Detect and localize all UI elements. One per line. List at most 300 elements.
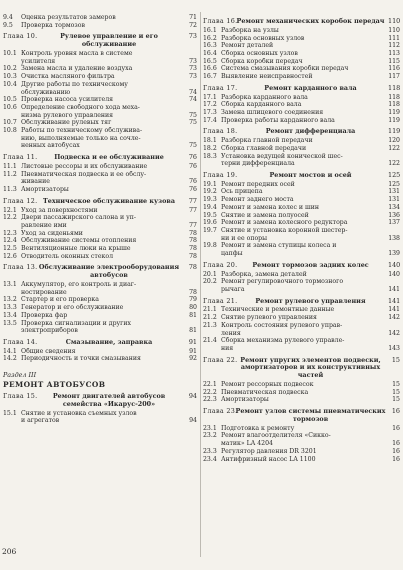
toc-entry xyxy=(203,440,401,448)
toc-entry-number: 13.2 xyxy=(3,296,17,304)
toc-entry-page: 76 xyxy=(189,186,197,194)
toc-entry-page: 94 xyxy=(189,417,197,425)
toc-entry-title: Подготовка к ремонту xyxy=(221,424,295,432)
chapter-title: Техническое обслуживание кузова xyxy=(43,196,175,205)
toc-entry-title: Амортизаторы xyxy=(21,186,69,194)
toc-entry-title: Сборка механизма рулевого управле- xyxy=(221,337,345,345)
toc-entry-title: Сборка основных узлов xyxy=(221,49,298,57)
toc-entry-title: Сборка карданного вала xyxy=(221,101,302,109)
chapter-label: Глава 18. xyxy=(203,127,238,136)
toc-entry xyxy=(3,327,198,335)
toc-entry-title: терни дифференциала xyxy=(221,160,295,168)
toc-entry xyxy=(3,96,198,104)
toc-entry xyxy=(3,135,198,143)
toc-entry-number: 18.3 xyxy=(203,152,217,160)
page-number: 206 xyxy=(2,547,17,556)
toc-entry-title: Уход за сиденьями xyxy=(21,229,83,237)
toc-entry-page: 73 xyxy=(189,57,197,65)
toc-entry xyxy=(203,227,401,235)
toc-entry-title: обслуживанию xyxy=(21,88,71,96)
toc-entry-page: 111 xyxy=(388,34,400,42)
chapter-title: Ремонт двигателей автобусов семейства «Икарус-200» xyxy=(52,392,166,408)
chapter-title: Обслуживание электрооборудования автобусов xyxy=(38,263,180,280)
toc-entry xyxy=(3,281,198,289)
chapter-title: Смазывание, заправка xyxy=(65,337,153,346)
toc-entry xyxy=(3,304,198,312)
toc-entry-page: 15 xyxy=(392,396,400,404)
toc-entry xyxy=(203,330,401,338)
toc-entry-title: Замена масла и удаление воздуха xyxy=(21,65,133,73)
toc-entry-number: 10.8 xyxy=(3,127,17,135)
toc-entry-page: 77 xyxy=(189,206,197,214)
chapter-label: Глава 19. xyxy=(203,170,238,179)
toc-entry-number: 13.4 xyxy=(3,311,17,319)
chapter-title: Ремонт упругих элементов подвески, амортизаторов и их конструктивных частей xyxy=(240,355,381,380)
toc-entry xyxy=(203,153,401,161)
toc-entry xyxy=(3,289,198,297)
toc-entry-title: Ремонт заднего моста xyxy=(221,196,294,204)
toc-entry-number: 17.2 xyxy=(203,101,217,109)
toc-entry xyxy=(3,50,198,58)
toc-entry-page: 131 xyxy=(388,196,400,204)
toc-entry-number: 20.2 xyxy=(203,278,217,286)
toc-entry-number: 10.5 xyxy=(3,96,17,104)
toc-entry xyxy=(3,410,198,418)
toc-entry-number: 21.1 xyxy=(203,306,217,314)
toc-entry-page: 118 xyxy=(388,93,400,101)
toc-entry-number: 17.3 xyxy=(203,108,217,116)
chapter-heading xyxy=(203,357,401,380)
toc-entry-number: 15.1 xyxy=(3,409,17,417)
toc-entry xyxy=(203,235,401,243)
toc-entry xyxy=(203,181,401,189)
toc-entry-title: Обслуживание системы отопления xyxy=(21,237,137,245)
toc-entry-number: 9.4 xyxy=(3,14,13,21)
toc-entry-page: 78 xyxy=(189,245,197,253)
toc-entry-title: электроприборов xyxy=(21,327,78,335)
toc-entry-title: ностирование xyxy=(21,288,67,296)
toc-entry xyxy=(203,58,401,66)
toc-entry-title: Аккумулятор, его контроль и диаг- xyxy=(21,281,137,289)
toc-entry-number: 12.1 xyxy=(3,206,17,214)
toc-entry-page: 136 xyxy=(388,211,400,219)
chapter-heading xyxy=(203,18,401,26)
chapter-title: Ремонт тормозов задних колес xyxy=(252,260,369,269)
toc-entry-title: Периодичность и точки смазывания xyxy=(21,355,141,363)
toc-entry-number: 23.2 xyxy=(203,432,217,440)
chapter-label: Глава 21. xyxy=(203,296,238,305)
toc-entry-title: Регулятор давления DR 3201 xyxy=(221,447,317,455)
toc-entry-page: 74 xyxy=(189,88,197,96)
toc-entry xyxy=(3,142,198,150)
toc-entry-page: 122 xyxy=(388,144,400,152)
toc-entry-page: 81 xyxy=(189,311,197,319)
chapter-title: Ремонт карданного вала xyxy=(264,83,357,92)
toc-entry-title: Разборка карданного вала xyxy=(221,93,308,101)
toc-entry xyxy=(203,242,401,250)
toc-entry-title: Ось прицепа xyxy=(221,188,263,196)
toc-entry-page: 142 xyxy=(388,329,400,337)
chapter-title: Подвеска и ее обслуживание xyxy=(54,153,164,162)
chapter-label: Глава 13. xyxy=(3,263,38,272)
toc-entry-title: Проверка фар xyxy=(21,311,68,319)
toc-entry-title: Снятие и замена полуосей xyxy=(221,211,309,219)
toc-entry-number: 12.5 xyxy=(3,245,17,253)
toc-entry-page: 140 xyxy=(388,270,400,278)
toc-entry-title: Снятие рулевого управления xyxy=(221,314,317,322)
toc-entry-number: 19.6 xyxy=(203,219,217,227)
toc-entry-title: Ремонт влагоотделителя «Сикко- xyxy=(221,432,331,440)
toc-entry xyxy=(203,65,401,73)
toc-entry-title: Технические и ремонтные данные xyxy=(221,306,335,314)
chapter-title: Рулевое управление и его обслуживание xyxy=(60,32,158,49)
chapter-page: 78 xyxy=(188,263,197,272)
toc-entry xyxy=(3,58,198,66)
chapter-heading xyxy=(3,264,198,280)
toc-entry-page: 91 xyxy=(189,347,197,355)
toc-entry-title: ления xyxy=(221,329,241,337)
toc-entry-title: рычага xyxy=(221,285,245,293)
toc-entry-page: 139 xyxy=(388,250,400,258)
chapter-heading xyxy=(3,154,198,162)
toc-entry-page: 118 xyxy=(388,101,400,109)
toc-entry-title: Очистка масляного фильтра xyxy=(21,73,115,81)
toc-entry xyxy=(203,306,401,314)
toc-entry-title: Стартер и его проверка xyxy=(21,296,99,304)
toc-entry-page: 125 xyxy=(388,180,400,188)
toc-entry-page: 81 xyxy=(189,327,197,335)
column-divider xyxy=(200,12,201,557)
toc-entry-page: 116 xyxy=(388,65,400,73)
toc-entry-title: Листовые рессоры и их обслуживание xyxy=(21,162,148,170)
toc-entry-number: 19.5 xyxy=(203,211,217,219)
toc-entry-title: Определение свободного хода меха- xyxy=(21,103,140,111)
toc-entry xyxy=(3,320,198,328)
toc-entry-page: 16 xyxy=(392,440,400,448)
toc-entry xyxy=(203,219,401,227)
toc-entry-title: Система смазывания коробки передач xyxy=(221,65,349,73)
toc-entry-number: 22.2 xyxy=(203,388,217,396)
chapter-heading xyxy=(203,262,401,270)
toc-entry-page: 73 xyxy=(189,65,197,73)
toc-entry-page: 76 xyxy=(189,162,197,170)
toc-entry-title: Замена шлицевого соединения xyxy=(221,108,324,116)
toc-entry-number: 19.2 xyxy=(203,188,217,196)
toc-entry-number: 10.4 xyxy=(3,80,17,88)
chapter-page: 140 xyxy=(388,260,401,269)
part-title: РЕМОНТ АВТОБУСОВ xyxy=(3,380,106,390)
toc-entry xyxy=(203,50,401,58)
toc-entry xyxy=(3,65,198,73)
toc-entry xyxy=(3,312,198,320)
chapter-heading xyxy=(203,172,401,180)
toc-left-column xyxy=(3,14,198,425)
toc-entry-number: 17.4 xyxy=(203,116,217,124)
chapter-label: Глава 15. xyxy=(3,392,38,401)
toc-entry-title: Проверка тормозов xyxy=(21,21,85,29)
toc-entry-page: 76 xyxy=(189,178,197,186)
toc-entry-title: нию, выполняемые только на сочле- xyxy=(21,134,141,142)
toc-entry-title: Вентиляционные люки на крыше xyxy=(21,245,131,253)
toc-entry xyxy=(3,186,198,194)
toc-entry-page: 131 xyxy=(388,188,400,196)
chapter-label: Глава 10. xyxy=(3,32,38,41)
toc-entry xyxy=(3,253,198,261)
toc-entry-title: Контроль состояния рулевого управ- xyxy=(221,321,343,329)
toc-entry xyxy=(3,22,198,30)
chapter-heading xyxy=(203,298,401,306)
toc-entry xyxy=(203,137,401,145)
toc-entry-number: 16.7 xyxy=(203,73,217,81)
toc-entry-page: 117 xyxy=(388,73,400,81)
toc-right-column xyxy=(203,14,401,463)
toc-entry-number: 10.2 xyxy=(3,65,17,73)
chapter-heading xyxy=(3,33,198,49)
toc-entry-title: Снятие и установка коронной шестер- xyxy=(221,226,348,234)
toc-entry-page: 80 xyxy=(189,304,197,312)
toc-entry-title: Проверка работы карданного вала xyxy=(221,116,335,124)
toc-entry xyxy=(203,271,401,279)
toc-entry-title: Оценка результатов замеров xyxy=(21,14,116,21)
chapter-page: 16 xyxy=(391,407,400,416)
toc-entry-title: Проверка насоса усилителя xyxy=(21,96,114,104)
toc-entry xyxy=(203,456,401,464)
toc-entry xyxy=(3,237,198,245)
toc-entry-number: 12.2 xyxy=(3,214,17,222)
toc-entry-page: 113 xyxy=(388,49,400,57)
toc-entry-title: усилителя xyxy=(21,57,56,65)
toc-entry xyxy=(203,196,401,204)
toc-entry-page: 141 xyxy=(388,285,400,293)
chapter-title: Ремонт узлов системы пневматических тормозов xyxy=(235,407,386,423)
toc-entry-title: матик» LA 4204 xyxy=(221,440,273,448)
toc-entry-page: 142 xyxy=(388,314,400,322)
toc-entry xyxy=(203,425,401,433)
toc-entry-title: Общие сведения xyxy=(21,347,76,355)
toc-entry xyxy=(203,396,401,404)
toc-entry xyxy=(3,14,198,22)
toc-entry-number: 12.6 xyxy=(3,252,17,260)
toc-entry-title: Ремонт и замена колесного редуктора xyxy=(221,219,348,227)
chapter-title: Ремонт мостов и осей xyxy=(269,170,352,179)
toc-entry-page: 119 xyxy=(388,108,400,116)
toc-entry-title: Установка ведущей конической шес- xyxy=(221,152,343,160)
toc-entry xyxy=(3,355,198,363)
toc-entry xyxy=(203,278,401,286)
chapter-page: 15 xyxy=(391,355,400,364)
chapter-heading xyxy=(3,339,198,347)
toc-entry-title: ненных автобусах xyxy=(21,142,80,150)
toc-entry xyxy=(203,314,401,322)
toc-entry xyxy=(3,207,198,215)
toc-entry xyxy=(203,250,401,258)
chapter-page: 125 xyxy=(388,170,401,179)
toc-entry xyxy=(3,127,198,135)
toc-entry-title: Ремонт передних осей xyxy=(221,180,295,188)
toc-entry-number: 13.3 xyxy=(3,304,17,312)
toc-entry xyxy=(203,432,401,440)
toc-entry xyxy=(3,171,198,179)
toc-entry xyxy=(203,204,401,212)
toc-entry-number: 16.6 xyxy=(203,65,217,73)
chapter-title: Ремонт дифференциала xyxy=(265,127,356,136)
toc-entry-title: ния xyxy=(221,344,234,352)
chapter-page: 76 xyxy=(188,153,197,162)
toc-entry xyxy=(203,35,401,43)
toc-entry-number: 19.4 xyxy=(203,203,217,211)
toc-entry-title: Генератор и его обслуживание xyxy=(21,304,124,312)
toc-entry-number: 11.3 xyxy=(3,186,17,194)
chapter-label: Глава 23. xyxy=(203,407,238,416)
toc-entry-title: ни и ее опоры xyxy=(221,234,268,242)
toc-entry-number: 12.4 xyxy=(3,237,17,245)
toc-entry xyxy=(3,73,198,81)
toc-entry-title: Сборка главной передачи xyxy=(221,144,307,152)
section-label: Раздел III xyxy=(3,371,37,380)
toc-entry-page: 110 xyxy=(388,26,400,34)
toc-entry-number: 16.2 xyxy=(203,34,217,42)
toc-entry xyxy=(203,345,401,353)
toc-entry-title: Двери пассажирского салона и уп- xyxy=(21,214,136,222)
toc-entry-number: 16.3 xyxy=(203,42,217,50)
toc-entry xyxy=(3,348,198,356)
toc-entry-number: 11.2 xyxy=(3,170,17,178)
toc-entry-page: 141 xyxy=(388,306,400,314)
toc-entry xyxy=(203,42,401,50)
toc-entry xyxy=(203,212,401,220)
toc-entry-number: 14.1 xyxy=(3,347,17,355)
toc-entry-page: 72 xyxy=(189,21,197,29)
toc-entry-page: 115 xyxy=(388,57,400,65)
toc-entry xyxy=(203,188,401,196)
toc-entry-title: Выявление неисправностей xyxy=(221,73,313,81)
toc-entry xyxy=(203,117,401,125)
toc-entry-title: низма рулевого управления xyxy=(21,111,114,119)
toc-entry-page: 16 xyxy=(392,447,400,455)
toc-entry-page: 112 xyxy=(388,42,400,50)
toc-entry xyxy=(3,417,198,425)
toc-entry-number: 23.4 xyxy=(203,455,217,463)
toc-entry-title: Антифризный насос LA 1100 xyxy=(221,455,316,463)
chapter-label: Глава 11. xyxy=(3,153,38,162)
toc-entry-page: 75 xyxy=(189,119,197,127)
chapter-page: 77 xyxy=(188,196,197,205)
chapter-page: 94 xyxy=(188,392,197,401)
toc-entry xyxy=(203,337,401,345)
toc-entry-number: 16.1 xyxy=(203,26,217,34)
toc-entry-title: Контроль уровня масла в системе xyxy=(21,50,133,57)
toc-entry-number: 11.1 xyxy=(3,162,17,170)
toc-entry-title: Пневматическая подвеска и ее обслу- xyxy=(21,170,147,178)
toc-entry xyxy=(203,389,401,397)
toc-entry xyxy=(203,286,401,294)
toc-entry xyxy=(3,222,198,230)
toc-entry-number: 18.1 xyxy=(203,137,217,145)
toc-entry-number: 16.5 xyxy=(203,57,217,65)
chapter-heading xyxy=(3,393,198,409)
toc-entry-title: Снятие и установка съемных узлов xyxy=(21,409,137,417)
toc-entry-page: 78 xyxy=(189,229,197,237)
chapter-label: Глава 12. xyxy=(3,196,38,205)
chapter-heading xyxy=(3,198,198,206)
toc-entry-page: 78 xyxy=(189,237,197,245)
toc-entry-number: 9.5 xyxy=(3,21,13,29)
toc-entry-page: 119 xyxy=(388,116,400,124)
toc-entry-number: 22.1 xyxy=(203,381,217,389)
toc-entry xyxy=(203,145,401,153)
toc-entry xyxy=(3,214,198,222)
toc-entry-title: Другие работы по техническому xyxy=(21,80,128,88)
toc-entry-number: 23.3 xyxy=(203,447,217,455)
toc-entry-number: 16.4 xyxy=(203,49,217,57)
toc-entry-page: 137 xyxy=(388,219,400,227)
toc-entry xyxy=(3,112,198,120)
chapter-page: 118 xyxy=(388,83,401,92)
toc-entry xyxy=(3,89,198,97)
toc-entry-page: 16 xyxy=(392,455,400,463)
chapter-heading xyxy=(203,85,401,93)
toc-entry-page: 134 xyxy=(388,203,400,211)
toc-entry xyxy=(203,322,401,330)
toc-entry-page: 138 xyxy=(388,234,400,242)
toc-entry-title: Амортизаторы xyxy=(221,396,269,404)
toc-entry-page: 79 xyxy=(189,296,197,304)
toc-entry-page: 77 xyxy=(189,221,197,229)
toc-entry xyxy=(3,119,198,127)
toc-entry-title: живание xyxy=(21,178,50,186)
toc-entry xyxy=(203,448,401,456)
toc-entry-number: 19.1 xyxy=(203,180,217,188)
toc-entry-number: 17.1 xyxy=(203,93,217,101)
toc-entry-title: цапфы xyxy=(221,250,243,258)
toc-entry-title: Пневматическая подвеска xyxy=(221,388,309,396)
toc-entry-number: 21.3 xyxy=(203,321,217,329)
toc-entry xyxy=(3,163,198,171)
toc-entry-title: Проверка сигнализации и других xyxy=(21,319,132,327)
toc-entry-number: 20.1 xyxy=(203,270,217,278)
toc-entry-page: 15 xyxy=(392,388,400,396)
toc-entry-title: Разборка на узлы xyxy=(221,26,279,34)
toc-entry-title: Обслуживание рулевых тяг xyxy=(21,119,112,127)
chapter-page: 110 xyxy=(388,17,401,25)
toc-entry xyxy=(203,73,401,81)
toc-entry-page: 122 xyxy=(388,160,400,168)
toc-entry-number: 12.3 xyxy=(3,229,17,237)
toc-entry-title: Сборка коробки передач xyxy=(221,57,303,65)
chapter-label: Глава 17. xyxy=(203,83,238,92)
chapter-heading xyxy=(203,408,401,424)
toc-entry-title: Разборка главной передачи xyxy=(221,137,313,145)
toc-entry-number: 22.3 xyxy=(203,396,217,404)
toc-entry-number: 19.7 xyxy=(203,226,217,234)
toc-entry-number: 14.2 xyxy=(3,355,17,363)
toc-entry-number: 13.5 xyxy=(3,319,17,327)
chapter-label: Глава 22. xyxy=(203,355,238,364)
toc-entry xyxy=(203,101,401,109)
toc-entry-title: Разборка, замена деталей xyxy=(221,270,307,278)
toc-entry-page: 75 xyxy=(189,142,197,150)
toc-entry-title: Ремонт регулировочного тормозного xyxy=(221,278,344,286)
toc-entry-page: 78 xyxy=(189,288,197,296)
toc-entry-number: 10.3 xyxy=(3,73,17,81)
chapter-page: 73 xyxy=(188,32,197,41)
toc-entry-page: 143 xyxy=(388,344,400,352)
toc-entry xyxy=(203,109,401,117)
toc-entry-number: 23.1 xyxy=(203,424,217,432)
toc-entry-page: 71 xyxy=(189,14,197,21)
toc-entry-page: 75 xyxy=(189,111,197,119)
toc-entry-title: Ремонт деталей xyxy=(221,42,274,50)
